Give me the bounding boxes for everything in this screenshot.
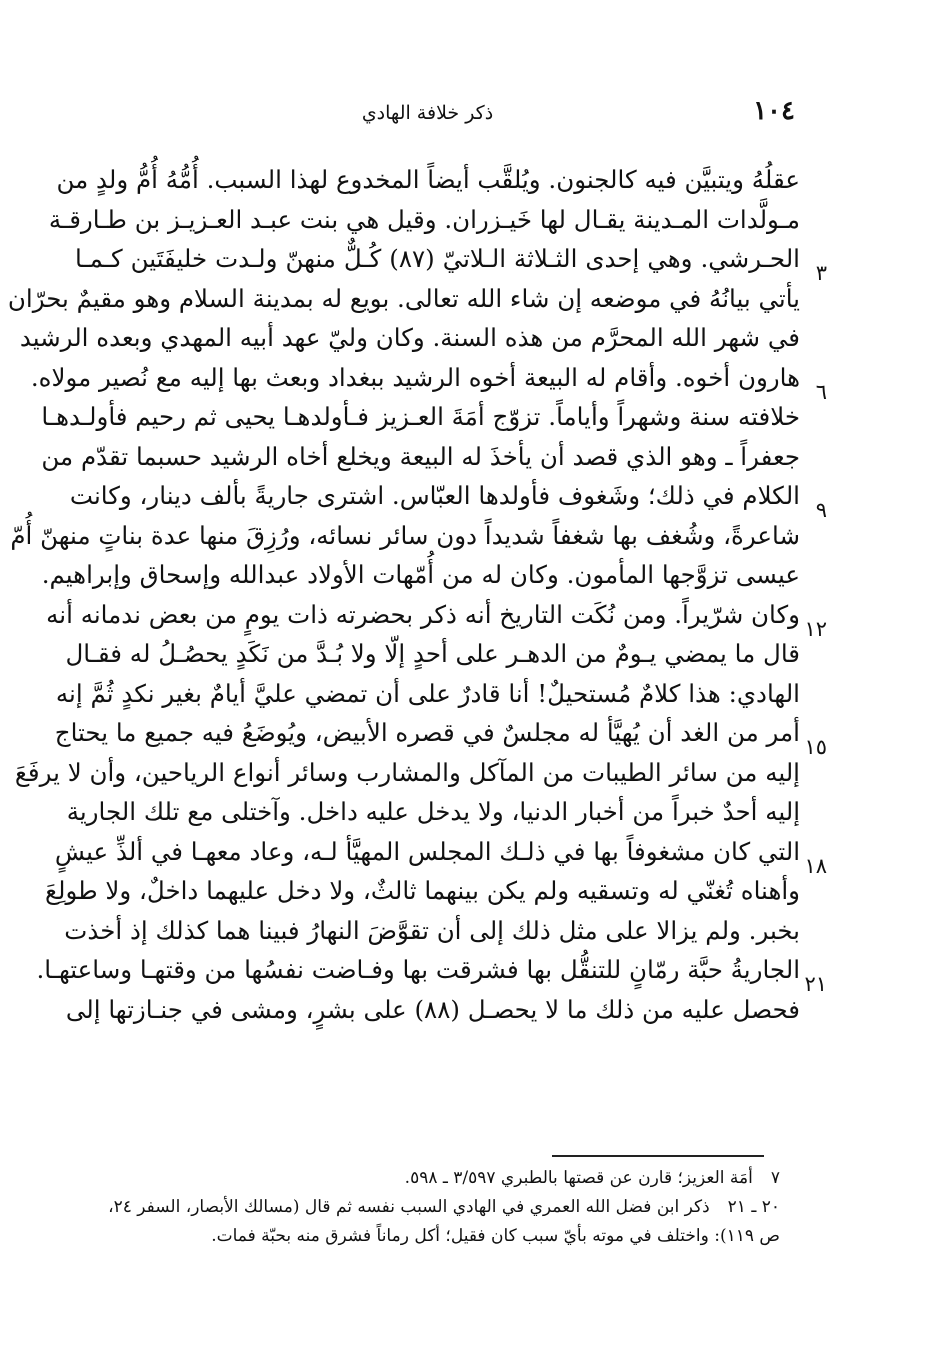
text-line: الجاريةُ حبَّة رمّانٍ للتنقُّل بها فشرقت بها وفـاضت نفسُها من وقتهـا وساعتهـا.: [36, 955, 800, 984]
text-line: الهادي: هذا كلامٌ مُستحيلٌ! أنا قادرٌ على أن تمضي عليَّ أيامٌ بغير نكدٍ ثُمَّ إنه: [55, 678, 800, 708]
text-line: وأهناه تُغنّي له وتسقيه ولم يكن بينهما ثالثٌ، ولا دخل عليهما داخلٌ، ولا طولِعَ: [44, 876, 800, 905]
footnote-text: أمَة العزيز؛ قارن عن قصتها بالطبري ٣/٥٩٧ ـ ٥٩٨.: [404, 1168, 753, 1188]
text-line: مـولَّدات المـدينة يقـال لها خَيـزران. وقيل هي بنت عبـد العـزيـز بن طـارقـة: [48, 204, 800, 234]
footnote-ref: ٧: [770, 1168, 780, 1188]
footnote: [108, 1193, 780, 1251]
text-line: هارون أخوه. وأقام له البيعة أخوه الرشيد ببغداد وبعث بها إليه مع نُصير مولاه.: [30, 362, 800, 392]
running-title: ذكر خلافة الهادي: [361, 102, 494, 124]
line-number: ٣: [815, 261, 827, 285]
text-line: الحـرشي. وهي إحدى الثـلاثة الـلاتيّ (٨٧) كُـلٌّ منهنّ ولـدت خليفَتَين كـمـا: [75, 244, 800, 273]
line-number: ٦: [815, 379, 827, 404]
text-line: أمر من الغد أن يُهيَّأ له مجلسٌ في قصره الأبيض، ويُوضَعُ فيه جميع ما يحتاج: [54, 718, 800, 747]
line-number: ١٨: [804, 853, 827, 878]
running-header: [60, 92, 795, 132]
text-line: شاعرةً، وشُغف بها شغفاً شديداً دون سائر نسائه، ورُزِقَ منها عدة بناتٍ منهنّ أُمّ: [10, 520, 800, 550]
text-line: عقلُهُ ويتبيَّن فيه كالجنون. ويُلقَّب أيضاً المخدوع لهذا السبب. أُمُّهُ أُمُّ ولدٍ من: [56, 165, 800, 194]
text-line: قال ما يمضي يـومٌ من الدهـر على أحدٍ إلّا ولا بُـدَّ من نَكَدٍ يحصُـلُ له فقـال: [65, 639, 800, 668]
line-number: ١٥: [804, 735, 827, 759]
footnote-ref: ٢٠ ـ ٢١: [727, 1197, 780, 1217]
text-line: يأتي بيانُهُ في موضعه إن شاء الله تعالى. بويع له بمدينة السلام وهو مقيمٌ بحرّان: [7, 283, 800, 313]
line-number: ٩: [815, 498, 827, 522]
text-line: التي كان مشغوفاً بها في ذلـك المجلس المهيَّأ لـه، وعاد معهـا في ألذِّ عيشٍ: [54, 836, 800, 866]
footnote-divider: [552, 1155, 764, 1157]
line-number: ٢١: [804, 972, 827, 996]
text-line: بخبر. ولم يزالا على مثل ذلك إلى أن تقوَّضَ النهارُ فبينا هما كذلك إذ أخذت: [64, 915, 800, 945]
text-line: إليه أحدٌ خبراً من أخبار الدنيا، ولا يدخل عليه داخل. وآختلى مع تلك الجارية: [66, 797, 800, 826]
text-line: عيسى تزوَّجها المأمون. وكان له من أُمّهات الأولاد عبدالله وإسحاق وإبراهيم.: [41, 560, 800, 589]
footnote-text: ذكر ابن فضل الله العمري في الهادي السبب نفسه ثم قال (مسالك الأبصار، السفر ٢٤،: [108, 1197, 710, 1217]
footnote-text: ص ١١٩): واختلف في موته بأيّ سبب كان فقيل؛ أكل رماناً فشرق منه بحبّة فمات.: [211, 1226, 780, 1246]
footnotes: [108, 1164, 780, 1251]
text-line: إليه من سائر الطيبات من المآكل والمشارب وسائر أنواع الرياحين، وأن لا يرفَعَ: [14, 757, 800, 787]
page-number: ١٠٤: [753, 96, 795, 126]
text-line: خلافته سنة وشهراً وأياماً. تزوّج أمَةَ العـزيز فـأولدهـا يحيى ثم رحيم فأولـدهـا: [41, 402, 800, 431]
text-line: جعفراً ـ وهو الذي قصد أن يأخذَ له البيعة ويخلع أخاه الرشيد حسبما تقدّم من: [41, 441, 800, 471]
main-text: [7, 160, 800, 1029]
text-line: فحصل عليه من ذلك ما لا يحصـل (٨٨) على بشرٍ، ومشى في جنـازتها إلى: [65, 994, 800, 1024]
text-line: في شهر الله المحرَّم من هذه السنة. وكان وليّ عهد أبيه المهدي وبعده الرشيد: [19, 323, 800, 352]
text-line: الكلام في ذلك؛ وشَغوف فأولدها العبّاس. اشترى جاريةً بألف دينار، وكانت: [69, 481, 800, 510]
line-number: ١٢: [804, 616, 827, 641]
text-line: وكان شرّيراً. ومن نُكَت التاريخ أنه ذكر بحضرته ذات يومٍ من بعض ندمانه أنه: [46, 599, 800, 629]
footnote: [140, 1164, 780, 1193]
